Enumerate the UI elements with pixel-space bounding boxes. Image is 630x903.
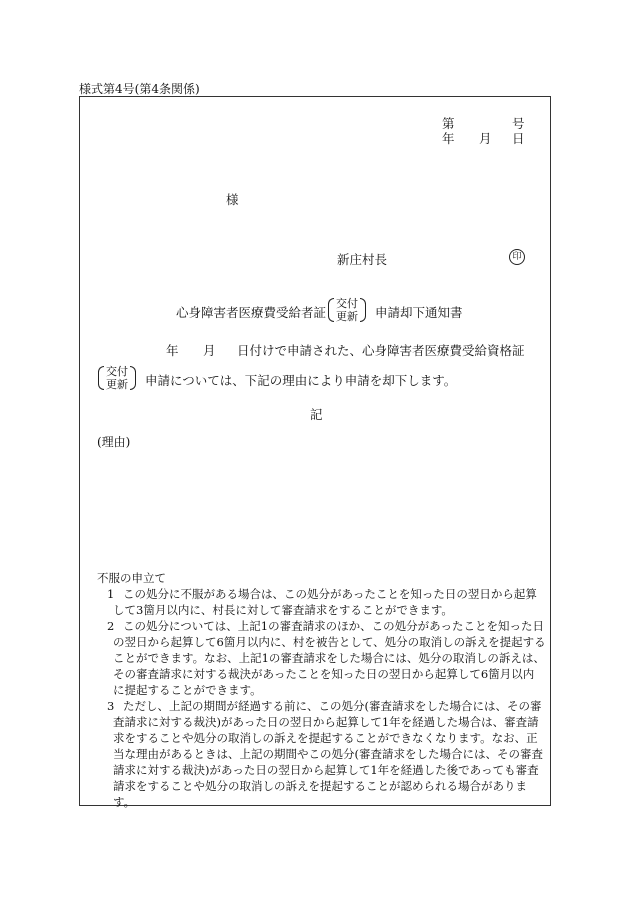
item-line: 査請求に対する裁決)があった日の翌日から起算して1年を経過した場合は、審査請 [113,715,539,729]
seal-icon: 印 [509,249,525,265]
statement-line1-text: 日付けで申請された、心身障害者医療費受給資格証 [237,343,525,358]
date-month: 月 [479,131,492,146]
item-number: 3 [107,699,115,713]
item-line: この処分については、上記1の審査請求のほか、この処分があったことを知った日 [123,619,544,633]
item-line: す。 [113,795,136,809]
item-line: この処分に不服がある場合は、この処分があったことを知った日の翌日から起算 [123,587,537,601]
statement-line2: 申請については、下記の理由により申請を却下します。 [145,373,457,388]
title-option-renew: 更新 [336,310,358,323]
date-year: 年 [442,131,455,146]
doc-number-gou: 号 [512,116,525,131]
item-line: 請求をすることや処分の取消しの訴えを提起することが認められる場合がありま [113,779,527,793]
item-line: 請求に対する裁決)があった日の翌日から起算して1年を経過した後であっても審査 [113,763,539,777]
ki-mark: 記 [310,407,323,422]
addressee-honorific: 様 [226,192,239,207]
item-line: に提起することができます。 [113,683,262,697]
issuer-name: 新庄村長 [337,252,388,267]
title-option-issue: 交付 [336,297,358,310]
objection-heading: 不服の申立て [97,571,166,585]
statement-option-renew: 更新 [106,378,128,391]
title-prefix: 心身障害者医療費受給者証 [176,305,327,320]
statement-option-bracket [103,365,131,391]
form-number-label: 様式第4号(第4条関係) [79,82,200,96]
item-line: ただし、上記の期間が経過する前に、この処分(審査請求をした場合には、その審 [123,699,542,713]
title-suffix: 申請却下通知書 [375,305,463,320]
date-day: 日 [512,131,525,146]
item-line: ことができます。なお、上記1の審査請求をした場合には、処分の取消しの訴えは、 [113,651,545,665]
statement-month: 月 [203,343,216,358]
doc-number-dai: 第 [442,116,455,131]
item-line: 求をすることや処分の取消しの訴えを提起することができなくなります。なお、正 [113,731,538,745]
item-number: 1 [107,587,115,601]
item-line: の翌日から起算して6箇月以内に、村を被告として、処分の取消しの訴えを提起する [113,635,546,649]
item-line: 当な理由があるときは、上記の期間やこの処分(審査請求をした場合には、その審査 [113,747,543,761]
item-number: 2 [107,619,115,633]
statement-option-issue: 交付 [106,365,128,378]
item-line: して3箇月以内に、村長に対して審査請求をすることができます。 [113,603,453,617]
title-option-bracket [333,297,361,323]
item-line: その審査請求に対する裁決があったことを知った日の翌日から起算して6箇月以内 [113,667,535,681]
reason-label: (理由) [97,435,131,449]
statement-year: 年 [166,343,179,358]
